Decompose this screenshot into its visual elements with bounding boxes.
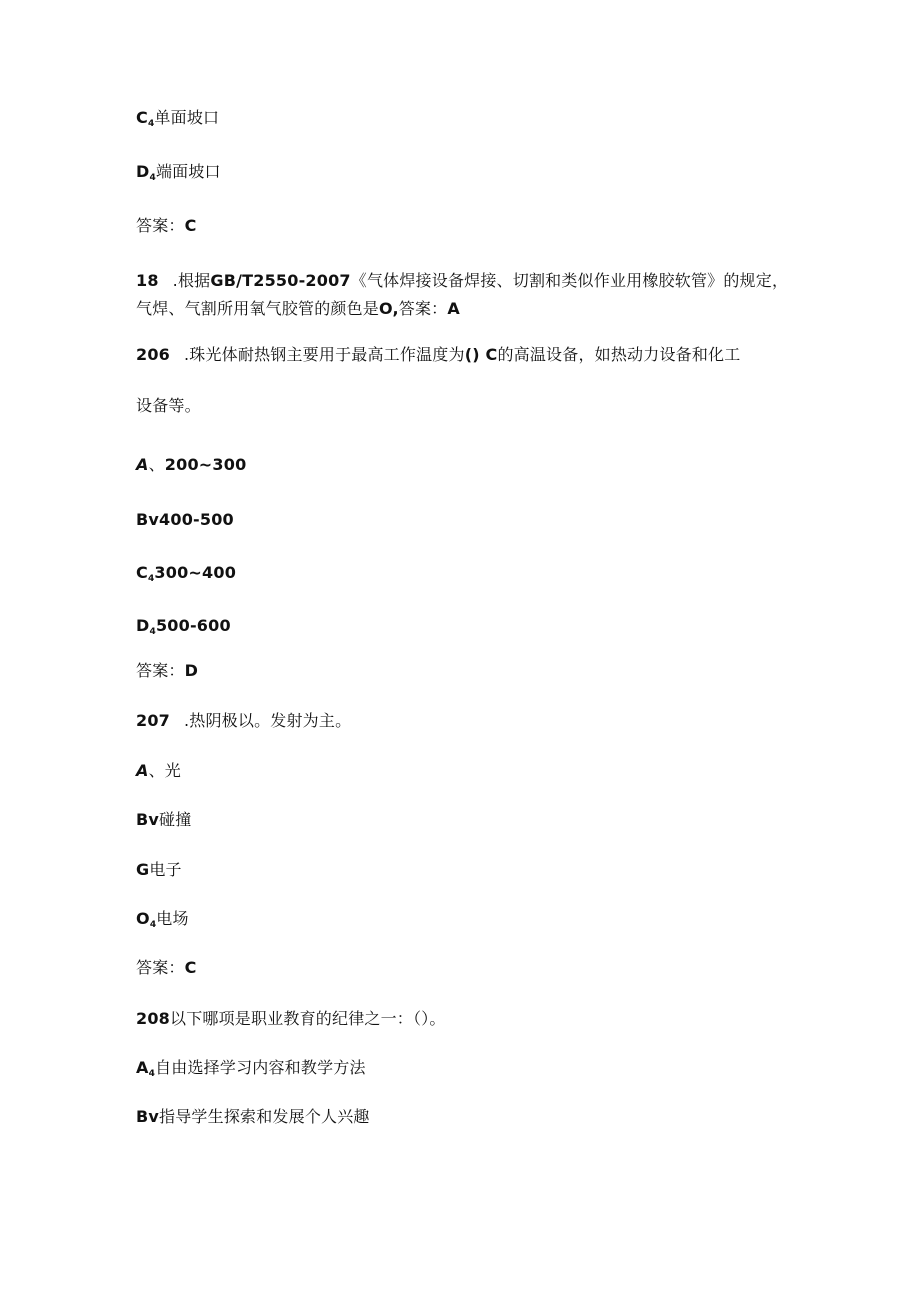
option-letter: Bv bbox=[136, 810, 160, 829]
answer-label: 答案： bbox=[136, 216, 185, 235]
option-text: 电场 bbox=[156, 909, 189, 928]
question-number: 208 bbox=[136, 1009, 170, 1028]
option-text: 300~400 bbox=[154, 563, 237, 582]
option-subscript: 4 bbox=[149, 173, 156, 183]
option-text: 端面坡口 bbox=[155, 162, 221, 181]
answer-value: D bbox=[184, 661, 199, 680]
option-text: 碰撞 bbox=[159, 810, 192, 829]
option-d-field bbox=[136, 909, 189, 935]
option-a-free-choice bbox=[136, 1058, 366, 1084]
option-letter: O bbox=[136, 909, 150, 928]
blank-mark: () C bbox=[464, 345, 498, 364]
question-text: 设备等。 bbox=[136, 396, 201, 415]
option-d-500-600 bbox=[136, 616, 231, 642]
option-letter: A bbox=[136, 761, 149, 780]
option-letter: D bbox=[136, 616, 150, 635]
option-separator: 、 bbox=[148, 455, 165, 474]
option-b-400-500 bbox=[136, 510, 234, 530]
option-letter: G bbox=[136, 860, 150, 879]
question-text: 气焊、气割所用氧气胶管的颜色是 bbox=[136, 299, 380, 318]
option-a-200-300 bbox=[136, 455, 246, 475]
answer-label: 答案： bbox=[398, 299, 448, 318]
option-letter: A bbox=[136, 455, 149, 474]
question-number: 18 bbox=[136, 271, 159, 290]
answer-label: 答案： bbox=[136, 661, 185, 680]
option-text: 200~300 bbox=[164, 455, 247, 474]
option-letter: Bv bbox=[136, 1107, 160, 1126]
answer-value: A bbox=[447, 299, 460, 318]
option-text: 400-500 bbox=[159, 510, 234, 529]
option-letter: C bbox=[136, 108, 148, 127]
answer-line bbox=[136, 661, 198, 681]
option-text: 指导学生探索和发展个人兴趣 bbox=[159, 1107, 370, 1126]
option-subscript: 4 bbox=[149, 627, 156, 637]
answer-label: 答案： bbox=[136, 958, 185, 977]
option-text: 自由选择学习内容和教学方法 bbox=[155, 1058, 366, 1077]
question-18-line-1 bbox=[136, 271, 788, 291]
question-text: .热阴极以。发射为主。 bbox=[184, 711, 352, 730]
question-208 bbox=[136, 1009, 446, 1029]
option-d-bevel bbox=[136, 162, 221, 188]
option-c-300-400 bbox=[136, 563, 236, 589]
question-18-line-2 bbox=[136, 299, 460, 319]
option-subscript: 4 bbox=[147, 574, 155, 584]
option-c-electron bbox=[136, 860, 182, 880]
option-letter: A bbox=[136, 1058, 149, 1077]
option-text: 500-600 bbox=[155, 616, 231, 635]
option-b-collision bbox=[136, 810, 191, 830]
question-text: 《气体焊接设备焊接、切割和类似作业用橡胶软管》的规定， bbox=[350, 271, 789, 290]
question-207 bbox=[136, 711, 351, 731]
option-a-light bbox=[136, 761, 181, 781]
answer-value: C bbox=[184, 958, 197, 977]
answer-line bbox=[136, 958, 197, 978]
option-subscript: 4 bbox=[149, 920, 157, 930]
option-separator: 、 bbox=[148, 761, 165, 780]
standard-code: GB/T2550-2007 bbox=[210, 271, 351, 290]
question-206-line-2 bbox=[136, 396, 201, 416]
option-letter: C bbox=[136, 563, 148, 582]
question-text: .珠光体耐热钢主要用于最高工作温度为 bbox=[184, 345, 465, 364]
option-text: 电子 bbox=[149, 860, 182, 879]
option-letter: D bbox=[136, 162, 150, 181]
blank-mark: O, bbox=[379, 299, 399, 318]
option-letter: Bv bbox=[136, 510, 160, 529]
question-number: 207 bbox=[136, 711, 170, 730]
option-text: 光 bbox=[164, 761, 181, 780]
option-b-guide-students bbox=[136, 1107, 370, 1127]
option-text: 单面坡口 bbox=[154, 108, 220, 127]
question-text: 以下哪项是职业教育的纪律之一：（）。 bbox=[170, 1009, 446, 1028]
answer-line bbox=[136, 216, 197, 236]
option-subscript: 4 bbox=[147, 119, 155, 129]
option-subscript: 4 bbox=[148, 1069, 156, 1079]
question-number: 206 bbox=[136, 345, 170, 364]
answer-value: C bbox=[184, 216, 197, 235]
question-206-line-1 bbox=[136, 345, 740, 365]
question-text: 的高温设备，如热动力设备和化工 bbox=[497, 345, 741, 364]
question-text: .根据 bbox=[172, 271, 211, 290]
option-c-bevel bbox=[136, 108, 219, 134]
